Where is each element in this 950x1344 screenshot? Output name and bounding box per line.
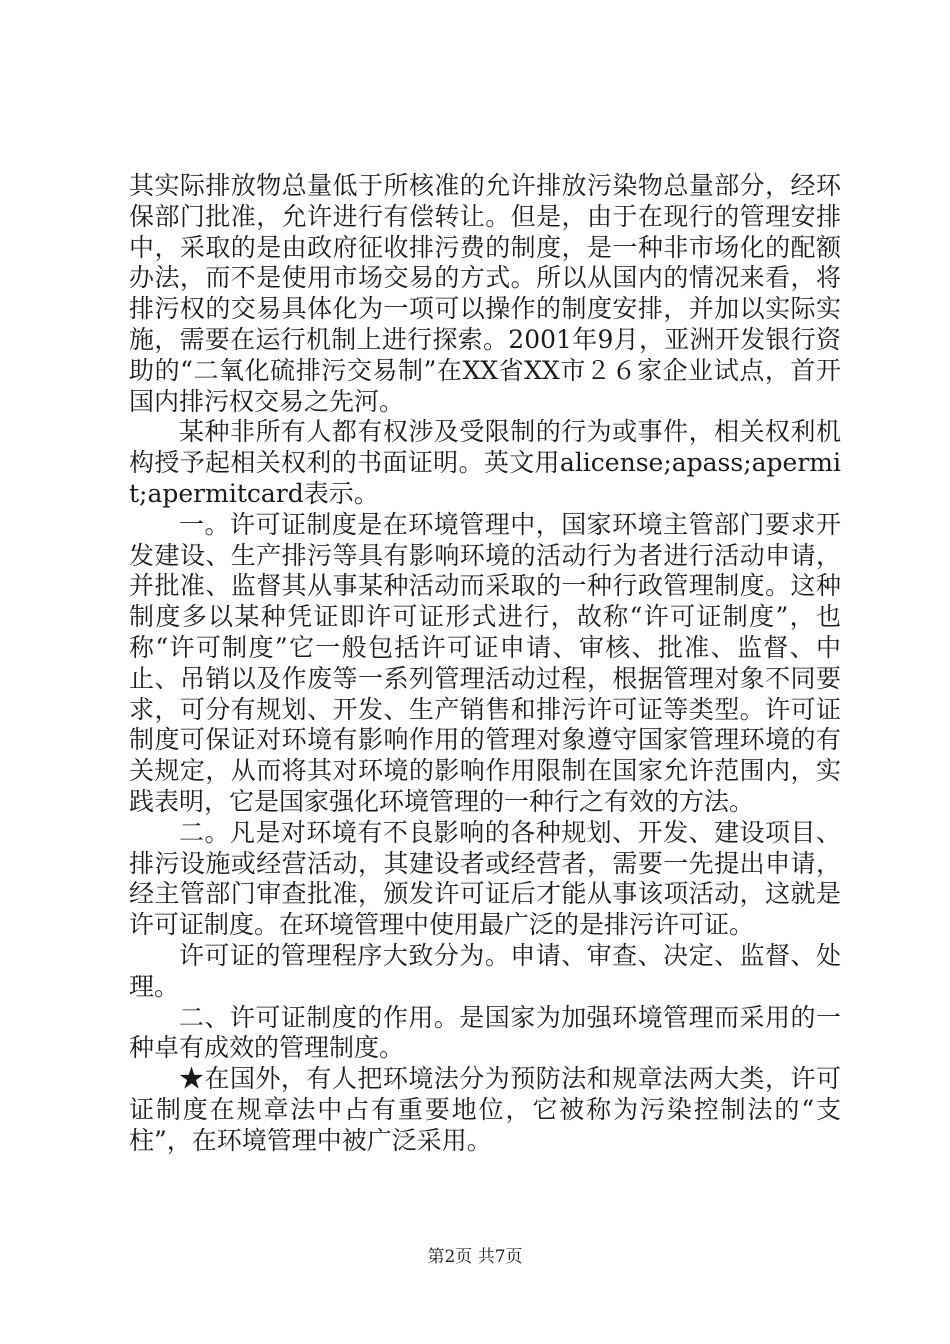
paragraph-4: 二。凡是对环境有不良影响的各种规划、开发、建设项目、排污设施或经营活动，其建设者或经营者，需要一先提出申请，经主管部门审查批准，颁发许可证后才能从事该项活动，这就是许可证制度。在环境管理中使用最广泛的是排污许可证。	[129, 817, 841, 940]
paragraph-3: 一。许可证制度是在环境管理中，国家环境主管部门要求开发建设、生产排污等具有影响环境的活动行为者进行活动申请，并批准、监督其从事某种活动而采取的一种行政管理制度。这种制度多以某种凭证即许可证形式进行，故称“许可证制度”，也称“许可制度”它一般包括许可证申请、审核、批准、监督、中止、吊销以及作废等一系列管理活动过程，根据管理对象不同要求，可分有规划、开发、生产销售和排污许可证等类型。许可证制度可保证对环境有影响作用的管理对象遵守国家管理环境的有关规定，从而将其对环境的影响作用限制在国家允许范围内，实践表明，它是国家强化环境管理的一种行之有效的方法。	[129, 509, 841, 816]
paragraph-6: 二、许可证制度的作用。是国家为加强环境管理而采用的一种卓有成效的管理制度。	[129, 1002, 841, 1063]
document-body	[129, 171, 841, 1157]
paragraph-1: 其实际排放物总量低于所核准的允许排放污染物总量部分，经环保部门批准，允许进行有偿转让。但是，由于在现行的管理安排中，采取的是由政府征收排污费的制度，是一种非市场化的配额办法，而不是使用市场交易的方式。所以从国内的情况来看，将排污权的交易具体化为一项可以操作的制度安排，并加以实际实施，需要在运行机制上进行探索。2001年9月，亚洲开发银行资助的“二氧化硫排污交易制”在XX省XX市２６家企业试点，首开国内排污权交易之先河。	[129, 171, 841, 416]
paragraph-7: ★在国外，有人把环境法分为预防法和规章法两大类，许可证制度在规章法中占有重要地位，它被称为污染控制法的“支柱”，在环境管理中被广泛采用。	[129, 1064, 841, 1155]
paragraph-2: 某种非所有人都有权涉及受限制的行为或事件，相关权利机构授予起相关权利的书面证明。英文用alicense;apass;apermit;apermitcard表示。	[129, 417, 841, 508]
page-number-footer: 第2页 共7页	[427, 1247, 523, 1267]
paragraph-5: 许可证的管理程序大致分为。申请、审查、决定、监督、处理。	[129, 940, 841, 1001]
